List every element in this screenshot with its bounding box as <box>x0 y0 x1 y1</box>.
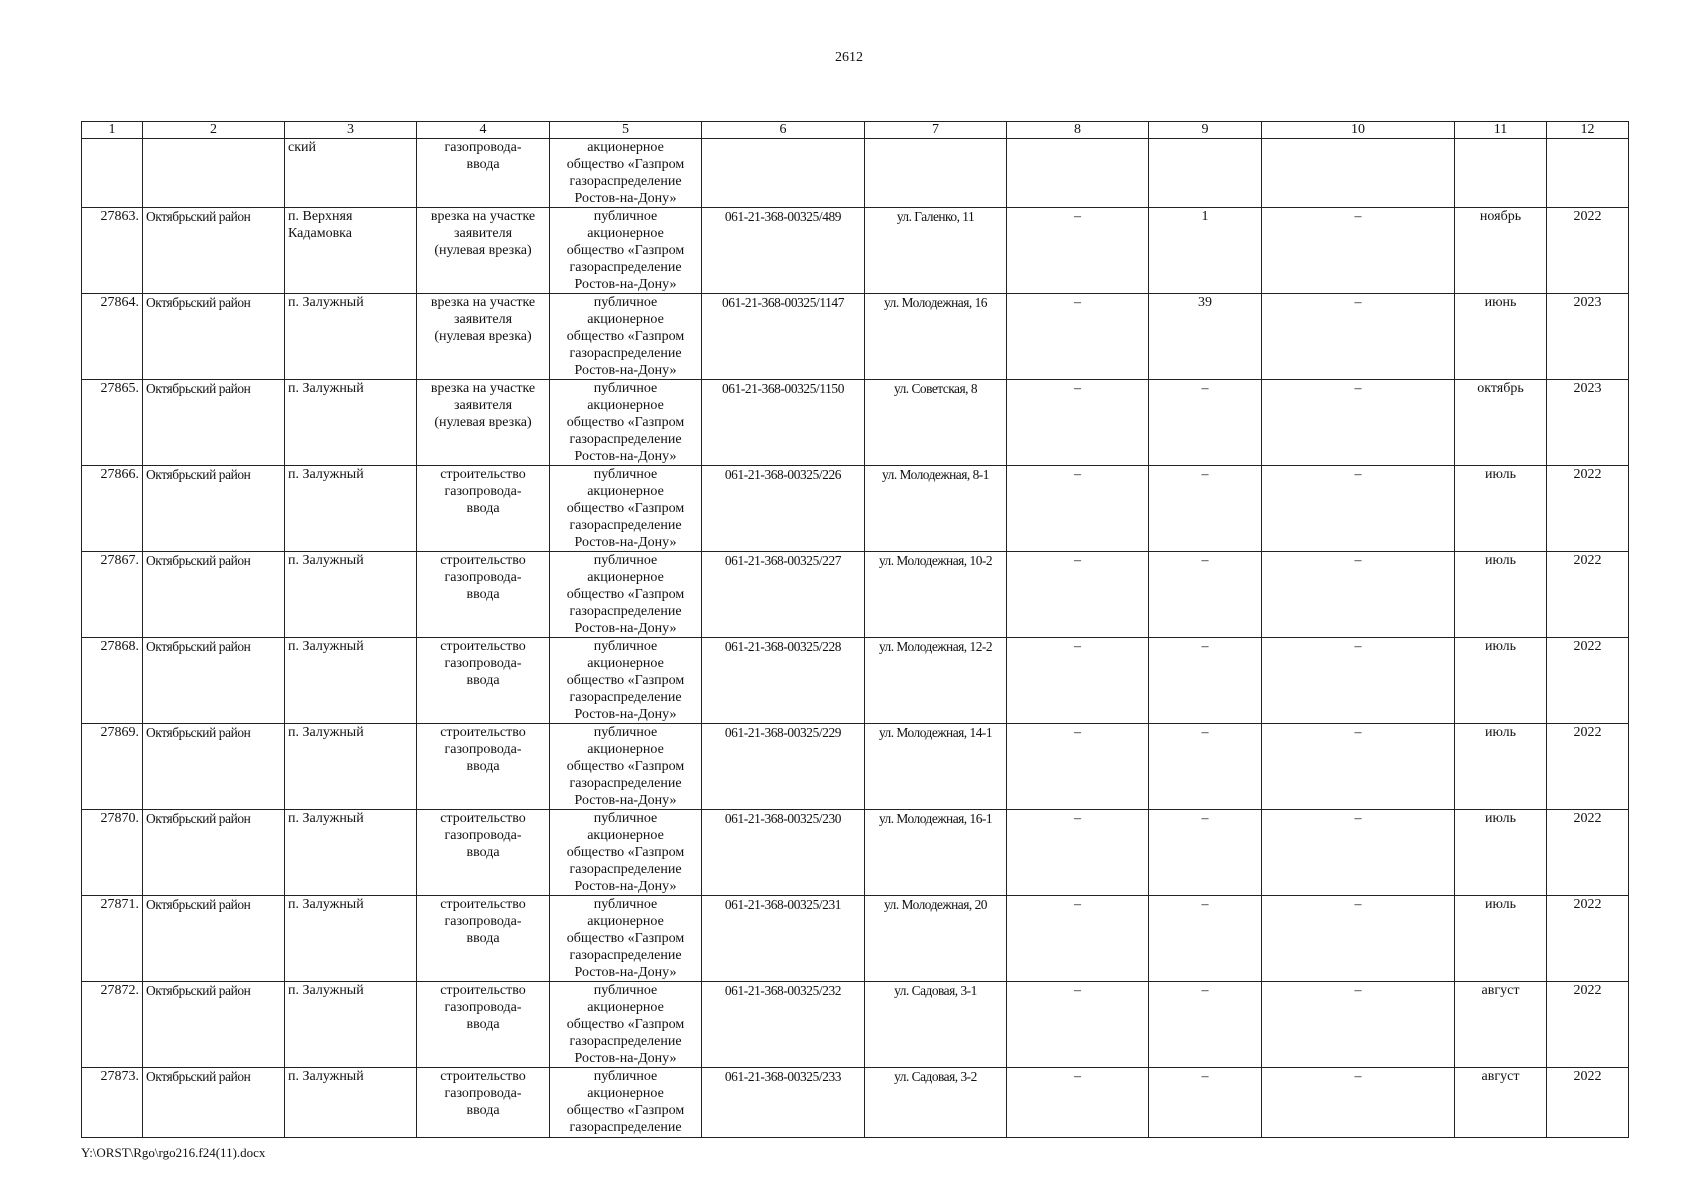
month-cell: август <box>1455 1068 1547 1138</box>
work-cell: строительство газопровода- ввода <box>417 1068 550 1138</box>
row-number-cell: 27873. <box>82 1068 143 1138</box>
org-cell: акционерное общество «Газпром газораспределение Ростов-на-Дону» <box>550 139 702 208</box>
locality-cell: п. Залужный <box>285 810 417 896</box>
column-header: 10 <box>1262 122 1455 139</box>
col8-cell: – <box>1007 1068 1149 1138</box>
work-cell: строительство газопровода- ввода <box>417 896 550 982</box>
org-cell: публичное акционерное общество «Газпром газораспределение Ростов-на-Дону» <box>550 810 702 896</box>
district-cell: Октябрьский район <box>143 896 285 982</box>
address-cell: ул. Молодежная, 10-2 <box>865 552 1007 638</box>
row-number-cell: 27865. <box>82 380 143 466</box>
col8-cell: – <box>1007 638 1149 724</box>
col9-cell: 1 <box>1149 208 1262 294</box>
col9-cell: – <box>1149 896 1262 982</box>
year-cell: 2022 <box>1547 982 1629 1068</box>
month-cell: июль <box>1455 638 1547 724</box>
year-cell: 2022 <box>1547 896 1629 982</box>
col10-cell: – <box>1262 896 1455 982</box>
row-number-cell: 27864. <box>82 294 143 380</box>
column-header: 1 <box>82 122 143 139</box>
col10-cell: – <box>1262 638 1455 724</box>
org-cell: публичное акционерное общество «Газпром газораспределение Ростов-на-Дону» <box>550 552 702 638</box>
month-cell: июль <box>1455 810 1547 896</box>
col10-cell: – <box>1262 724 1455 810</box>
column-header: 7 <box>865 122 1007 139</box>
data-table <box>81 121 1629 1138</box>
col9-cell: – <box>1149 724 1262 810</box>
work-cell: строительство газопровода- ввода <box>417 810 550 896</box>
column-header: 8 <box>1007 122 1149 139</box>
month-cell: июль <box>1455 896 1547 982</box>
col10-cell: – <box>1262 466 1455 552</box>
col10-cell: – <box>1262 294 1455 380</box>
col10-cell: – <box>1262 1068 1455 1138</box>
table-row <box>82 294 1629 380</box>
row-number-cell: 27867. <box>82 552 143 638</box>
work-cell: строительство газопровода- ввода <box>417 638 550 724</box>
col10-cell: – <box>1262 380 1455 466</box>
col8-cell: – <box>1007 982 1149 1068</box>
code-cell: 061-21-368-00325/233 <box>702 1068 865 1138</box>
district-cell: Октябрьский район <box>143 982 285 1068</box>
locality-cell: п. Залужный <box>285 896 417 982</box>
year-cell: 2023 <box>1547 294 1629 380</box>
work-cell: врезка на участке заявителя (нулевая врезка) <box>417 380 550 466</box>
month-cell: июнь <box>1455 294 1547 380</box>
address-cell: ул. Садовая, 3-1 <box>865 982 1007 1068</box>
org-cell: публичное акционерное общество «Газпром газораспределение Ростов-на-Дону» <box>550 982 702 1068</box>
locality-cell: п. Залужный <box>285 638 417 724</box>
table-row <box>82 896 1629 982</box>
col9-cell: – <box>1149 1068 1262 1138</box>
locality-cell: п. Залужный <box>285 294 417 380</box>
col9-cell: – <box>1149 810 1262 896</box>
code-cell: 061-21-368-00325/229 <box>702 724 865 810</box>
locality-cell: п. Залужный <box>285 982 417 1068</box>
locality-cell: п. Залужный <box>285 1068 417 1138</box>
column-header: 6 <box>702 122 865 139</box>
work-cell: строительство газопровода- ввода <box>417 466 550 552</box>
table-row <box>82 466 1629 552</box>
continuation-row <box>82 139 1629 208</box>
org-cell: публичное акционерное общество «Газпром газораспределение <box>550 1068 702 1138</box>
work-cell: врезка на участке заявителя (нулевая врезка) <box>417 208 550 294</box>
footer-file-path: Y:\ORST\Rgo\rgo216.f24(11).docx <box>81 1145 266 1160</box>
table-row <box>82 552 1629 638</box>
column-header: 11 <box>1455 122 1547 139</box>
column-header: 4 <box>417 122 550 139</box>
address-cell: ул. Молодежная, 12-2 <box>865 638 1007 724</box>
district-cell: Октябрьский район <box>143 552 285 638</box>
address-cell: ул. Молодежная, 8-1 <box>865 466 1007 552</box>
locality-cell: п. Залужный <box>285 552 417 638</box>
col8-cell: – <box>1007 208 1149 294</box>
address-cell: ул. Советская, 8 <box>865 380 1007 466</box>
col8-cell: – <box>1007 466 1149 552</box>
year-cell: 2022 <box>1547 638 1629 724</box>
locality-cell: п. Верхняя Кадамовка <box>285 208 417 294</box>
table-row <box>82 810 1629 896</box>
col8-cell: – <box>1007 380 1149 466</box>
row-number-cell: 27863. <box>82 208 143 294</box>
row-number-cell: 27868. <box>82 638 143 724</box>
col8-cell: – <box>1007 896 1149 982</box>
row-number-cell: 27869. <box>82 724 143 810</box>
column-number-row <box>82 122 1629 139</box>
work-cell: строительство газопровода- ввода <box>417 552 550 638</box>
row-number-cell: 27866. <box>82 466 143 552</box>
address-cell: ул. Молодежная, 16-1 <box>865 810 1007 896</box>
col9-cell: – <box>1149 638 1262 724</box>
district-cell: Октябрьский район <box>143 724 285 810</box>
table-row <box>82 208 1629 294</box>
col8-cell: – <box>1007 810 1149 896</box>
month-cell: июль <box>1455 466 1547 552</box>
address-cell: ул. Молодежная, 20 <box>865 896 1007 982</box>
col10-cell: – <box>1262 208 1455 294</box>
org-cell: публичное акционерное общество «Газпром газораспределение Ростов-на-Дону» <box>550 380 702 466</box>
year-cell: 2022 <box>1547 810 1629 896</box>
district-cell: Октябрьский район <box>143 294 285 380</box>
col9-cell: – <box>1149 552 1262 638</box>
column-header: 3 <box>285 122 417 139</box>
month-cell: июль <box>1455 552 1547 638</box>
org-cell: публичное акционерное общество «Газпром газораспределение Ростов-на-Дону» <box>550 208 702 294</box>
district-cell: Октябрьский район <box>143 638 285 724</box>
org-cell: публичное акционерное общество «Газпром газораспределение Ростов-на-Дону» <box>550 724 702 810</box>
code-cell: 061-21-368-00325/231 <box>702 896 865 982</box>
year-cell: 2022 <box>1547 208 1629 294</box>
column-header: 9 <box>1149 122 1262 139</box>
org-cell: публичное акционерное общество «Газпром газораспределение Ростов-на-Дону» <box>550 896 702 982</box>
district-cell: Октябрьский район <box>143 810 285 896</box>
locality-cell: ский <box>285 139 417 208</box>
org-cell: публичное акционерное общество «Газпром газораспределение Ростов-на-Дону» <box>550 638 702 724</box>
col9-cell: 39 <box>1149 294 1262 380</box>
org-cell: публичное акционерное общество «Газпром газораспределение Ростов-на-Дону» <box>550 466 702 552</box>
col10-cell: – <box>1262 982 1455 1068</box>
col9-cell: – <box>1149 982 1262 1068</box>
page-number: 2612 <box>835 50 863 65</box>
address-cell: ул. Галенко, 11 <box>865 208 1007 294</box>
district-cell: Октябрьский район <box>143 466 285 552</box>
address-cell: ул. Молодежная, 16 <box>865 294 1007 380</box>
month-cell: ноябрь <box>1455 208 1547 294</box>
work-cell: врезка на участке заявителя (нулевая врезка) <box>417 294 550 380</box>
month-cell: октябрь <box>1455 380 1547 466</box>
column-header: 12 <box>1547 122 1629 139</box>
address-cell: ул. Садовая, 3-2 <box>865 1068 1007 1138</box>
month-cell: август <box>1455 982 1547 1068</box>
col10-cell: – <box>1262 810 1455 896</box>
work-cell: строительство газопровода- ввода <box>417 724 550 810</box>
column-header: 5 <box>550 122 702 139</box>
district-cell: Октябрьский район <box>143 380 285 466</box>
col9-cell: – <box>1149 380 1262 466</box>
code-cell: 061-21-368-00325/232 <box>702 982 865 1068</box>
locality-cell: п. Залужный <box>285 724 417 810</box>
col8-cell: – <box>1007 294 1149 380</box>
code-cell: 061-21-368-00325/226 <box>702 466 865 552</box>
col8-cell: – <box>1007 552 1149 638</box>
col8-cell: – <box>1007 724 1149 810</box>
code-cell: 061-21-368-00325/230 <box>702 810 865 896</box>
work-cell: строительство газопровода- ввода <box>417 982 550 1068</box>
district-cell: Октябрьский район <box>143 208 285 294</box>
row-number-cell: 27870. <box>82 810 143 896</box>
column-header: 2 <box>143 122 285 139</box>
row-number-cell: 27871. <box>82 896 143 982</box>
table-row <box>82 1068 1629 1138</box>
code-cell: 061-21-368-00325/228 <box>702 638 865 724</box>
col9-cell: – <box>1149 466 1262 552</box>
code-cell: 061-21-368-00325/1147 <box>702 294 865 380</box>
year-cell: 2022 <box>1547 724 1629 810</box>
table-row <box>82 724 1629 810</box>
locality-cell: п. Залужный <box>285 466 417 552</box>
code-cell: 061-21-368-00325/1150 <box>702 380 865 466</box>
code-cell: 061-21-368-00325/227 <box>702 552 865 638</box>
col10-cell: – <box>1262 552 1455 638</box>
code-cell: 061-21-368-00325/489 <box>702 208 865 294</box>
table-row <box>82 982 1629 1068</box>
year-cell: 2022 <box>1547 466 1629 552</box>
year-cell: 2022 <box>1547 552 1629 638</box>
row-number-cell: 27872. <box>82 982 143 1068</box>
month-cell: июль <box>1455 724 1547 810</box>
year-cell: 2022 <box>1547 1068 1629 1138</box>
address-cell: ул. Молодежная, 14-1 <box>865 724 1007 810</box>
work-cell: газопровода- ввода <box>417 139 550 208</box>
org-cell: публичное акционерное общество «Газпром газораспределение Ростов-на-Дону» <box>550 294 702 380</box>
locality-cell: п. Залужный <box>285 380 417 466</box>
table-row <box>82 638 1629 724</box>
district-cell: Октябрьский район <box>143 1068 285 1138</box>
year-cell: 2023 <box>1547 380 1629 466</box>
table-row <box>82 380 1629 466</box>
